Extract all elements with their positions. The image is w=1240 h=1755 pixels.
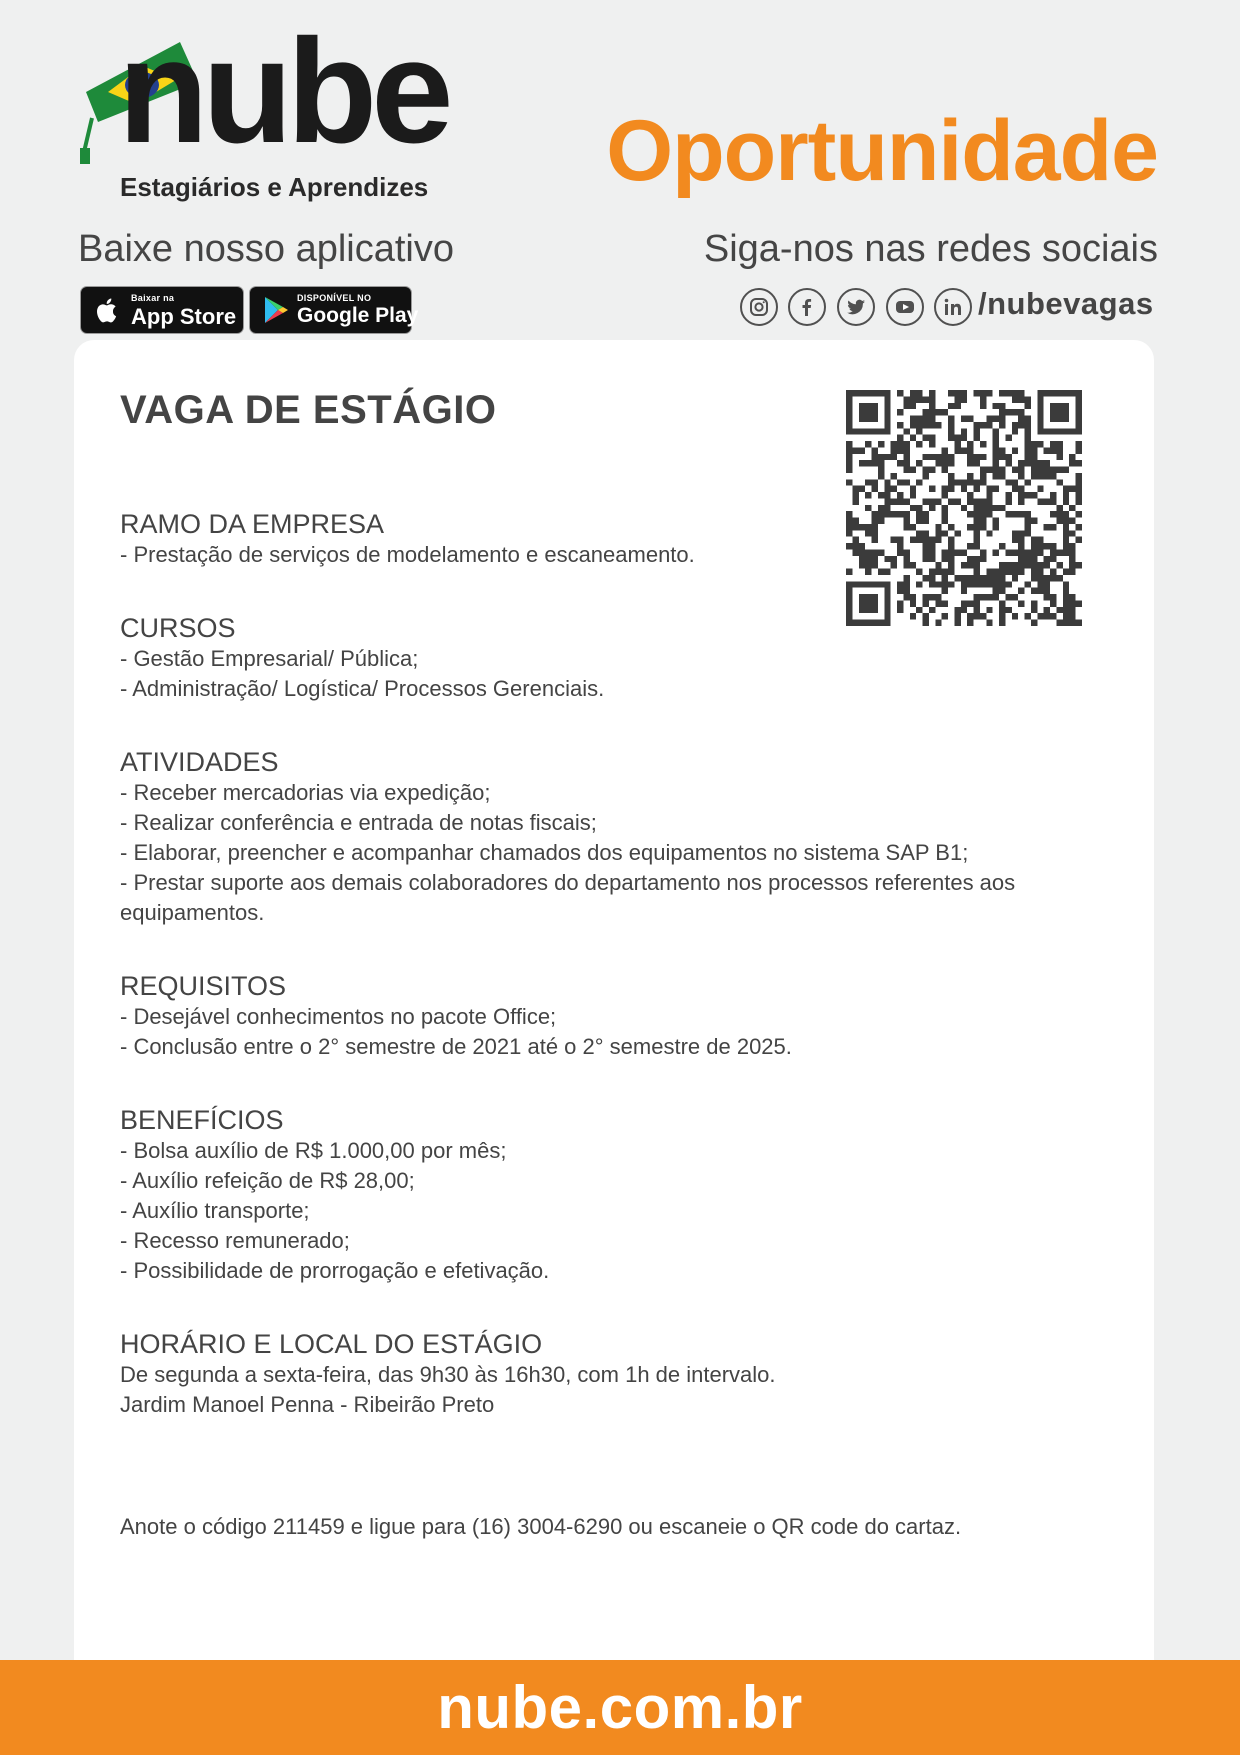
job-posting-card	[74, 340, 1154, 1660]
section-line: - Possibilidade de prorrogação e efetivação.	[120, 1258, 550, 1283]
nube-logo	[78, 9, 458, 210]
page-title: Oportunidade	[606, 103, 1158, 199]
section-line: - Recesso remunerado;	[120, 1228, 350, 1253]
section-title: RAMO DA EMPRESA	[120, 509, 385, 539]
app-store-big-text: App Store	[131, 304, 237, 329]
section-title: BENEFÍCIOS	[120, 1105, 284, 1135]
instagram-icon[interactable]	[740, 288, 778, 326]
section-line: - Auxílio transporte;	[120, 1198, 310, 1223]
section	[120, 1328, 1110, 1420]
section	[120, 612, 1110, 704]
app-download-label: Baixe nosso aplicativo	[78, 228, 454, 270]
section-title: HORÁRIO E LOCAL DO ESTÁGIO	[120, 1329, 543, 1359]
social-links	[740, 288, 1160, 332]
google-play-icon	[260, 294, 292, 326]
footer-url[interactable]: nube.com.br	[437, 1674, 803, 1741]
section-line: - Realizar conferência e entrada de notas fiscais;	[120, 810, 597, 835]
section-line: - Receber mercadorias via expedição;	[120, 780, 491, 805]
section	[120, 970, 1110, 1062]
apple-icon	[91, 294, 123, 326]
footer-bar	[0, 1660, 1240, 1755]
section	[120, 508, 1110, 570]
posting-sections	[120, 508, 1110, 1462]
logo-wordmark: nube	[118, 9, 448, 174]
app-store-button[interactable]	[80, 286, 244, 334]
social-label: Siga-nos nas redes sociais	[703, 228, 1158, 270]
section	[120, 1104, 1110, 1286]
section-title: REQUISITOS	[120, 971, 287, 1001]
facebook-icon[interactable]	[788, 288, 826, 326]
section-line: - Conclusão entre o 2° semestre de 2021 até o 2° semestre de 2025.	[120, 1034, 792, 1059]
social-handle[interactable]: /nubevagas	[978, 286, 1154, 321]
twitter-icon[interactable]	[837, 288, 875, 326]
section-line: - Desejável conhecimentos no pacote Office;	[120, 1004, 557, 1029]
logo-subtitle: Estagiários e Aprendizes	[120, 172, 429, 202]
google-play-big-text: Google Play	[297, 304, 419, 327]
section	[120, 746, 1110, 928]
section-line: - Prestar suporte aos demais colaboradores do departamento nos processos referentes aos	[120, 870, 1016, 895]
section-line: - Auxílio refeição de R$ 28,00;	[120, 1168, 415, 1193]
contact-info: Anote o código 211459 e ligue para (16) 3004-6290 ou escaneie o QR code do cartaz.	[120, 1514, 962, 1539]
section-line: - Elaborar, preencher e acompanhar chamados dos equipamentos no sistema SAP B1;	[120, 840, 969, 865]
section-line: - Gestão Empresarial/ Pública;	[120, 646, 419, 671]
section-title: CURSOS	[120, 613, 236, 643]
section-line: Jardim Manoel Penna - Ribeirão Preto	[120, 1392, 495, 1417]
posting-heading: VAGA DE ESTÁGIO	[120, 388, 497, 432]
section-line: - Bolsa auxílio de R$ 1.000,00 por mês;	[120, 1138, 507, 1163]
section-line: - Prestação de serviços de modelamento e escaneamento.	[120, 542, 695, 567]
section-line: equipamentos.	[120, 900, 265, 925]
linkedin-icon[interactable]	[934, 288, 972, 326]
section-line: - Administração/ Logística/ Processos Gerenciais.	[120, 676, 605, 701]
section-line: De segunda a sexta-feira, das 9h30 às 16h30, com 1h de intervalo.	[120, 1362, 776, 1387]
app-store-small-text: Baixar na	[131, 293, 175, 303]
google-play-small-text: DISPONÍVEL NO	[297, 293, 372, 303]
google-play-button[interactable]	[249, 286, 419, 334]
youtube-icon[interactable]	[886, 288, 924, 326]
section-title: ATIVIDADES	[120, 747, 279, 777]
